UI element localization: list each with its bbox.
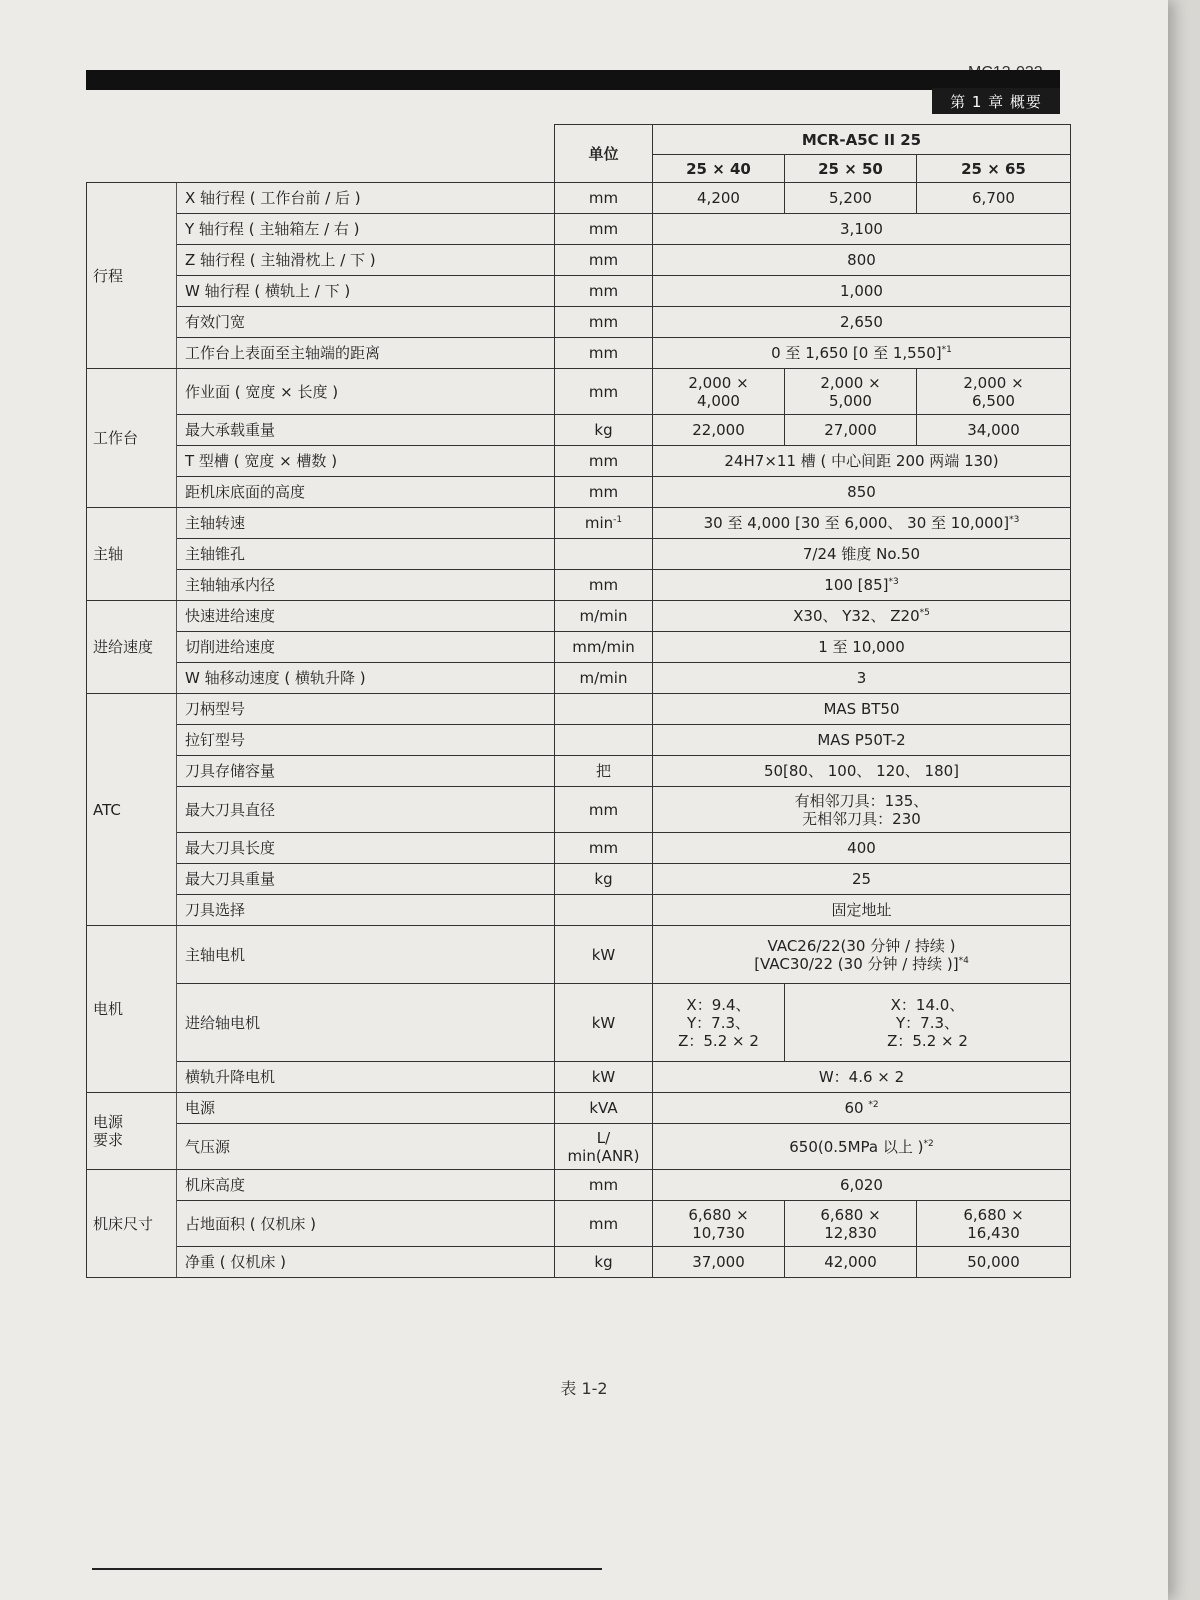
value-cell: 22,000 [653,415,785,446]
value-cell: 6,680 × 12,830 [785,1201,917,1247]
item-cell: W 轴移动速度 ( 横轨升降 ) [177,663,555,694]
item-cell: 最大刀具直径 [177,787,555,833]
value-cell: 6,680 × 16,430 [917,1201,1071,1247]
value-text: 6,020 [840,1176,883,1194]
value-text: 固定地址 [831,901,892,919]
value-cell [653,1062,1071,1093]
value-text: 400 [847,839,876,857]
table-row [87,415,1071,446]
value-text: VAC26/22(30 分钟 / 持续 ) [VAC30/22 (30 分钟 / 持续 )] [754,936,959,973]
variant-header: 25 × 50 [785,155,917,183]
model-header: MCR-A5C II 25 [653,125,1071,155]
unit-cell: kVA [555,1093,653,1124]
value-cell: 6,700 [917,183,1071,214]
value-text: 有相邻刀具：135、 无相邻刀具：230 [794,791,929,828]
value-text: 850 [847,483,876,501]
item-cell: 净重 ( 仅机床 ) [177,1247,555,1278]
table-row [87,508,1071,539]
unit-cell [555,895,653,926]
table-row [87,895,1071,926]
value-text: W：4.6 × 2 [818,1068,905,1086]
table-row [87,338,1071,369]
value-cell: 50,000 [917,1247,1071,1278]
value-text: X30、 Y32、 Z20 [793,607,920,625]
category-cell: 机床尺寸 [87,1170,177,1278]
table-row [87,1062,1071,1093]
value-cell [653,477,1071,508]
unit-cell: mm [555,1201,653,1247]
unit-cell: mm [555,245,653,276]
value-cell [653,694,1071,725]
footnote-marker: *2 [923,1138,934,1149]
table-row [87,1170,1071,1201]
value-cell: 34,000 [917,415,1071,446]
value-cell: 37,000 [653,1247,785,1278]
footnote-marker: *2 [868,1100,879,1110]
table-row [87,1124,1071,1170]
unit-cell: L/ min(ANR) [555,1124,653,1170]
value-cell [653,601,1071,632]
item-cell: 主轴轴承内径 [177,570,555,601]
category-cell: 主轴 [87,508,177,601]
item-cell: 主轴电机 [177,926,555,984]
unit-cell: m/min [555,601,653,632]
unit-cell: mm [555,570,653,601]
value-cell [653,446,1071,477]
value-text: 2,650 [840,313,883,331]
value-cell: 27,000 [785,415,917,446]
table-row [87,926,1071,984]
category-cell: 电源 要求 [87,1093,177,1170]
value-cell [653,756,1071,787]
value-cell [653,833,1071,864]
table-row [87,1201,1071,1247]
value-text: 0 至 1,650 [0 至 1,550] [771,344,942,362]
value-text: 650(0.5MPa 以上 ) [789,1137,924,1156]
unit-cell [555,694,653,725]
value-cell [653,864,1071,895]
value-cell: 2,000 × 6,500 [917,369,1071,415]
item-cell: 主轴锥孔 [177,539,555,570]
unit-cell: mm [555,446,653,477]
footnote-marker: *3 [888,577,899,587]
unit-cell [555,725,653,756]
footer-rule [92,1568,602,1570]
table-row [87,756,1071,787]
table-row [87,369,1071,415]
value-cell: 42,000 [785,1247,917,1278]
value-cell [653,276,1071,307]
item-cell: 有效门宽 [177,307,555,338]
value-cell [653,787,1071,833]
table-row [87,477,1071,508]
value-cell: 2,000 × 5,000 [785,369,917,415]
value-text: 1 至 10,000 [818,638,905,656]
unit-cell: mm [555,183,653,214]
value-cell [653,895,1071,926]
value-cell [653,632,1071,663]
unit-cell: kg [555,864,653,895]
value-cell [653,1093,1071,1124]
unit-cell: mm [555,307,653,338]
footnote-marker: *5 [919,608,930,618]
category-cell: 电机 [87,926,177,1093]
unit-header: 单位 [555,125,653,183]
unit-cell [555,539,653,570]
value-cell [653,214,1071,245]
footnote-marker: *1 [941,345,952,355]
item-cell: 气压源 [177,1124,555,1170]
table-row [87,984,1071,1062]
item-cell: 距机床底面的高度 [177,477,555,508]
item-cell: 切削进给速度 [177,632,555,663]
item-cell: W 轴行程 ( 横轨上 / 下 ) [177,276,555,307]
table-row [87,833,1071,864]
header-bar [86,70,1060,90]
item-cell: 横轨升降电机 [177,1062,555,1093]
item-cell: 刀柄型号 [177,694,555,725]
table-row [87,694,1071,725]
unit-cell: kW [555,926,653,984]
item-cell: 工作台上表面至主轴端的距离 [177,338,555,369]
unit-cell [555,508,653,539]
value-text: 1,000 [840,282,883,300]
value-text: 7/24 锥度 No.50 [802,545,921,563]
value-cell [653,539,1071,570]
category-cell: 行程 [87,183,177,369]
value-cell [653,245,1071,276]
unit-cell: mm [555,369,653,415]
value-text: 30 至 4,000 [30 至 6,000、 30 至 10,000] [703,514,1010,532]
table-caption: 表 1-2 [560,1379,608,1398]
unit-cell: mm [555,1170,653,1201]
value-text: 24H7×11 槽 ( 中心间距 200 两端 130) [724,452,999,470]
category-cell: 进给速度 [87,601,177,694]
value-cell [653,725,1071,756]
unit-cell: kg [555,415,653,446]
value-text: 100 [85] [824,576,889,594]
unit-cell: mm [555,338,653,369]
footnote-marker: *3 [1009,515,1020,525]
value-cell [653,926,1071,984]
category-cell: ATC [87,694,177,926]
item-cell: Z 轴行程 ( 主轴滑枕上 / 下 ) [177,245,555,276]
value-cell [653,1124,1071,1170]
category-cell: 工作台 [87,369,177,508]
table-row [87,725,1071,756]
table-row [87,632,1071,663]
table-row [87,276,1071,307]
spec-table [86,124,1071,1278]
item-cell: 主轴转速 [177,508,555,539]
value-cell: 6,680 × 10,730 [653,1201,785,1247]
table-row [87,787,1071,833]
value-cell [653,570,1071,601]
unit-cell: kW [555,984,653,1062]
item-cell: 最大刀具长度 [177,833,555,864]
value-text: MAS P50T-2 [817,731,906,749]
value-cell [653,307,1071,338]
table-row [87,663,1071,694]
value-cell [653,508,1071,539]
table-row [87,183,1071,214]
value-text: 3,100 [840,220,883,238]
value-cell: 2,000 × 4,000 [653,369,785,415]
item-cell: 作业面 ( 宽度 × 长度 ) [177,369,555,415]
unit-text: min [584,514,614,532]
item-cell: 刀具存储容量 [177,756,555,787]
chapter-label: 第 1 章 概要 [932,88,1060,114]
table-row [87,1247,1071,1278]
item-cell: 刀具选择 [177,895,555,926]
value-text: 25 [851,870,872,888]
table-row [87,307,1071,338]
table-row [87,570,1071,601]
unit-cell: mm [555,477,653,508]
value-text: MAS BT50 [823,700,900,718]
item-cell: 最大承载重量 [177,415,555,446]
value-text: 3 [856,669,867,687]
variant-header: 25 × 40 [653,155,785,183]
unit-cell: mm [555,276,653,307]
table-row [87,1093,1071,1124]
unit-cell: kW [555,1062,653,1093]
item-cell: 最大刀具重量 [177,864,555,895]
unit-cell: mm [555,833,653,864]
table-row [87,601,1071,632]
table-row [87,539,1071,570]
value-text: 50[80、 100、 120、 180] [763,762,960,780]
value-cell: 5,200 [785,183,917,214]
item-cell: X 轴行程 ( 工作台前 / 后 ) [177,183,555,214]
item-cell: Y 轴行程 ( 主轴箱左 / 右 ) [177,214,555,245]
item-cell: 电源 [177,1093,555,1124]
item-cell: T 型槽 ( 宽度 × 槽数 ) [177,446,555,477]
table-row [87,214,1071,245]
value-text: 60 [844,1099,869,1117]
unit-cell: mm/min [555,632,653,663]
footnote-marker: *4 [958,955,969,966]
value-cell: X：14.0、 Y：7.3、 Z：5.2 × 2 [785,984,1071,1062]
unit-superscript: -1 [613,515,623,525]
variant-header: 25 × 65 [917,155,1071,183]
item-cell: 快速进给速度 [177,601,555,632]
value-text: 800 [847,251,876,269]
value-cell: X：9.4、 Y：7.3、 Z：5.2 × 2 [653,984,785,1062]
item-cell: 进给轴电机 [177,984,555,1062]
table-row [87,245,1071,276]
unit-cell: mm [555,787,653,833]
table-row [87,446,1071,477]
value-cell [653,338,1071,369]
value-cell [653,1170,1071,1201]
unit-cell: m/min [555,663,653,694]
unit-cell: 把 [555,756,653,787]
value-cell: 4,200 [653,183,785,214]
header-blank [87,125,555,183]
table-row [87,864,1071,895]
value-cell [653,663,1071,694]
unit-cell: kg [555,1247,653,1278]
item-cell: 占地面积 ( 仅机床 ) [177,1201,555,1247]
item-cell: 机床高度 [177,1170,555,1201]
item-cell: 拉钉型号 [177,725,555,756]
unit-cell: mm [555,214,653,245]
